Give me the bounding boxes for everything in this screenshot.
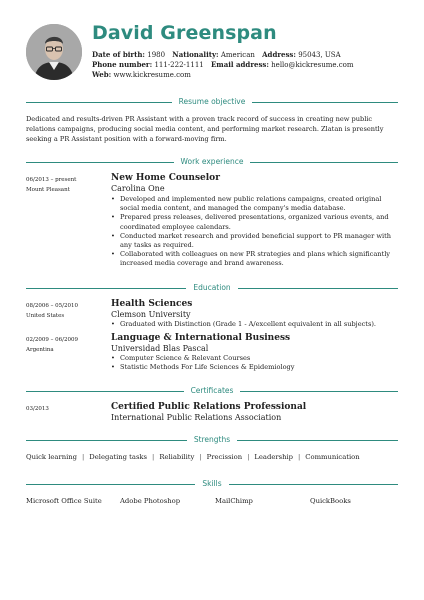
strength-item: Leadership — [254, 453, 293, 461]
web-value[interactable]: www.kickresume.com — [113, 71, 191, 79]
nationality-value: American — [220, 51, 255, 59]
phone-value: 111-222-1111 — [154, 61, 204, 69]
section-work — [26, 157, 398, 167]
info-line-1 — [92, 50, 341, 60]
strength-item: Delegating tasks — [89, 453, 148, 461]
info-line-2 — [92, 60, 354, 70]
work-date — [26, 176, 76, 194]
dob-value: 1980 — [147, 51, 166, 59]
work-org: Carolina One — [111, 184, 165, 193]
strength-item: Precission — [206, 453, 243, 461]
work-date-range: 06/2013 – present — [26, 177, 77, 183]
education-title-1: Health Sciences — [111, 299, 193, 309]
education-org-1: Clemson University — [111, 310, 191, 319]
objective-text: Dedicated and results-driven PR Assistant with a proven track record of success in creating new public relations campaigns, producing social media content, and performing market research. Zlatan is presently seeking a PR Assistant position with a forward-moving firm. — [26, 115, 384, 143]
section-title-objective: Resume objective — [172, 97, 253, 106]
separator: | — [82, 453, 85, 461]
work-location: Mount Pleasant — [26, 187, 70, 193]
education-date-1 — [26, 302, 78, 320]
section-title-certificates: Certificates — [184, 386, 241, 395]
section-strengths — [26, 435, 398, 445]
list-item: • Prepared press releases, delivered presentations, organized various events, and coordinated employee calendars. — [111, 213, 401, 231]
separator: | — [247, 453, 250, 461]
list-item: • Graduated with Distinction (Grade 1 - A/excellent equivalent in all subjects). — [111, 320, 401, 329]
nationality-label: Nationality: — [172, 50, 219, 59]
section-title-education: Education — [186, 283, 237, 292]
profile-photo-icon — [26, 24, 82, 80]
strength-item: Communication — [305, 453, 360, 461]
list-item: • Statistic Methods For Life Sciences & Epidemiology — [111, 363, 401, 372]
section-education — [26, 283, 398, 293]
list-item: • Conducted market research and provided beneficial support to PR manager with any tasks as required. — [111, 232, 401, 250]
section-certificates — [26, 386, 398, 396]
address-value: 95043, USA — [298, 51, 341, 59]
section-title-strengths: Strengths — [187, 435, 237, 444]
section-title-skills: Skills — [195, 479, 228, 488]
skill-item: Microsoft Office Suite — [26, 497, 102, 505]
web-label: Web: — [92, 70, 112, 79]
education-bullets-1 — [111, 320, 401, 329]
skill-item: Adobe Photoshop — [120, 497, 181, 505]
section-objective — [26, 97, 398, 107]
separator: | — [297, 453, 301, 461]
work-title: New Home Counselor — [111, 173, 220, 183]
profile-photo — [26, 24, 82, 80]
section-title-work: Work experience — [174, 157, 251, 166]
certificate-title: Certified Public Relations Professional — [111, 402, 307, 412]
strengths-list — [26, 453, 360, 461]
list-item: • Developed and implemented new public relations campaigns, created original social media content, and managed the company's media database. — [111, 195, 401, 213]
certificate-date-value: 03/2013 — [26, 406, 49, 412]
address-label: Address: — [262, 50, 296, 59]
strength-item: Reliability — [159, 453, 195, 461]
separator: | — [152, 453, 155, 461]
education-date-range: 08/2006 – 05/2010 — [26, 303, 78, 309]
email-label: Email address: — [210, 60, 269, 69]
skill-item: MailChimp — [215, 497, 253, 505]
candidate-name: David Greenspan — [92, 22, 277, 44]
dob-label: Date of birth: — [92, 50, 145, 59]
certificate-date — [26, 405, 49, 413]
strength-item: Quick learning — [26, 453, 77, 461]
section-skills — [26, 479, 398, 489]
education-location: Argentina — [26, 347, 54, 353]
education-org-2: Universidad Blas Pascal — [111, 344, 209, 353]
list-item: • Collaborated with colleagues on new PR strategies and plans which significantly increased media coverage and brand awareness. — [111, 250, 401, 268]
certificate-org: International Public Relations Association — [111, 413, 282, 422]
work-bullets — [111, 195, 401, 269]
skill-item: QuickBooks — [310, 497, 351, 505]
list-item: • Computer Science & Relevant Courses — [111, 354, 401, 363]
phone-label: Phone number: — [92, 60, 153, 69]
education-location: United States — [26, 313, 65, 319]
separator: | — [199, 453, 202, 461]
education-date-2 — [26, 336, 78, 354]
education-date-range: 02/2009 – 06/2009 — [26, 337, 78, 343]
resume-header — [26, 24, 406, 86]
email-value[interactable]: hello@kickresume.com — [271, 61, 354, 69]
education-title-2: Language & International Business — [111, 333, 291, 343]
education-bullets-2 — [111, 354, 401, 372]
info-line-3 — [92, 70, 191, 80]
